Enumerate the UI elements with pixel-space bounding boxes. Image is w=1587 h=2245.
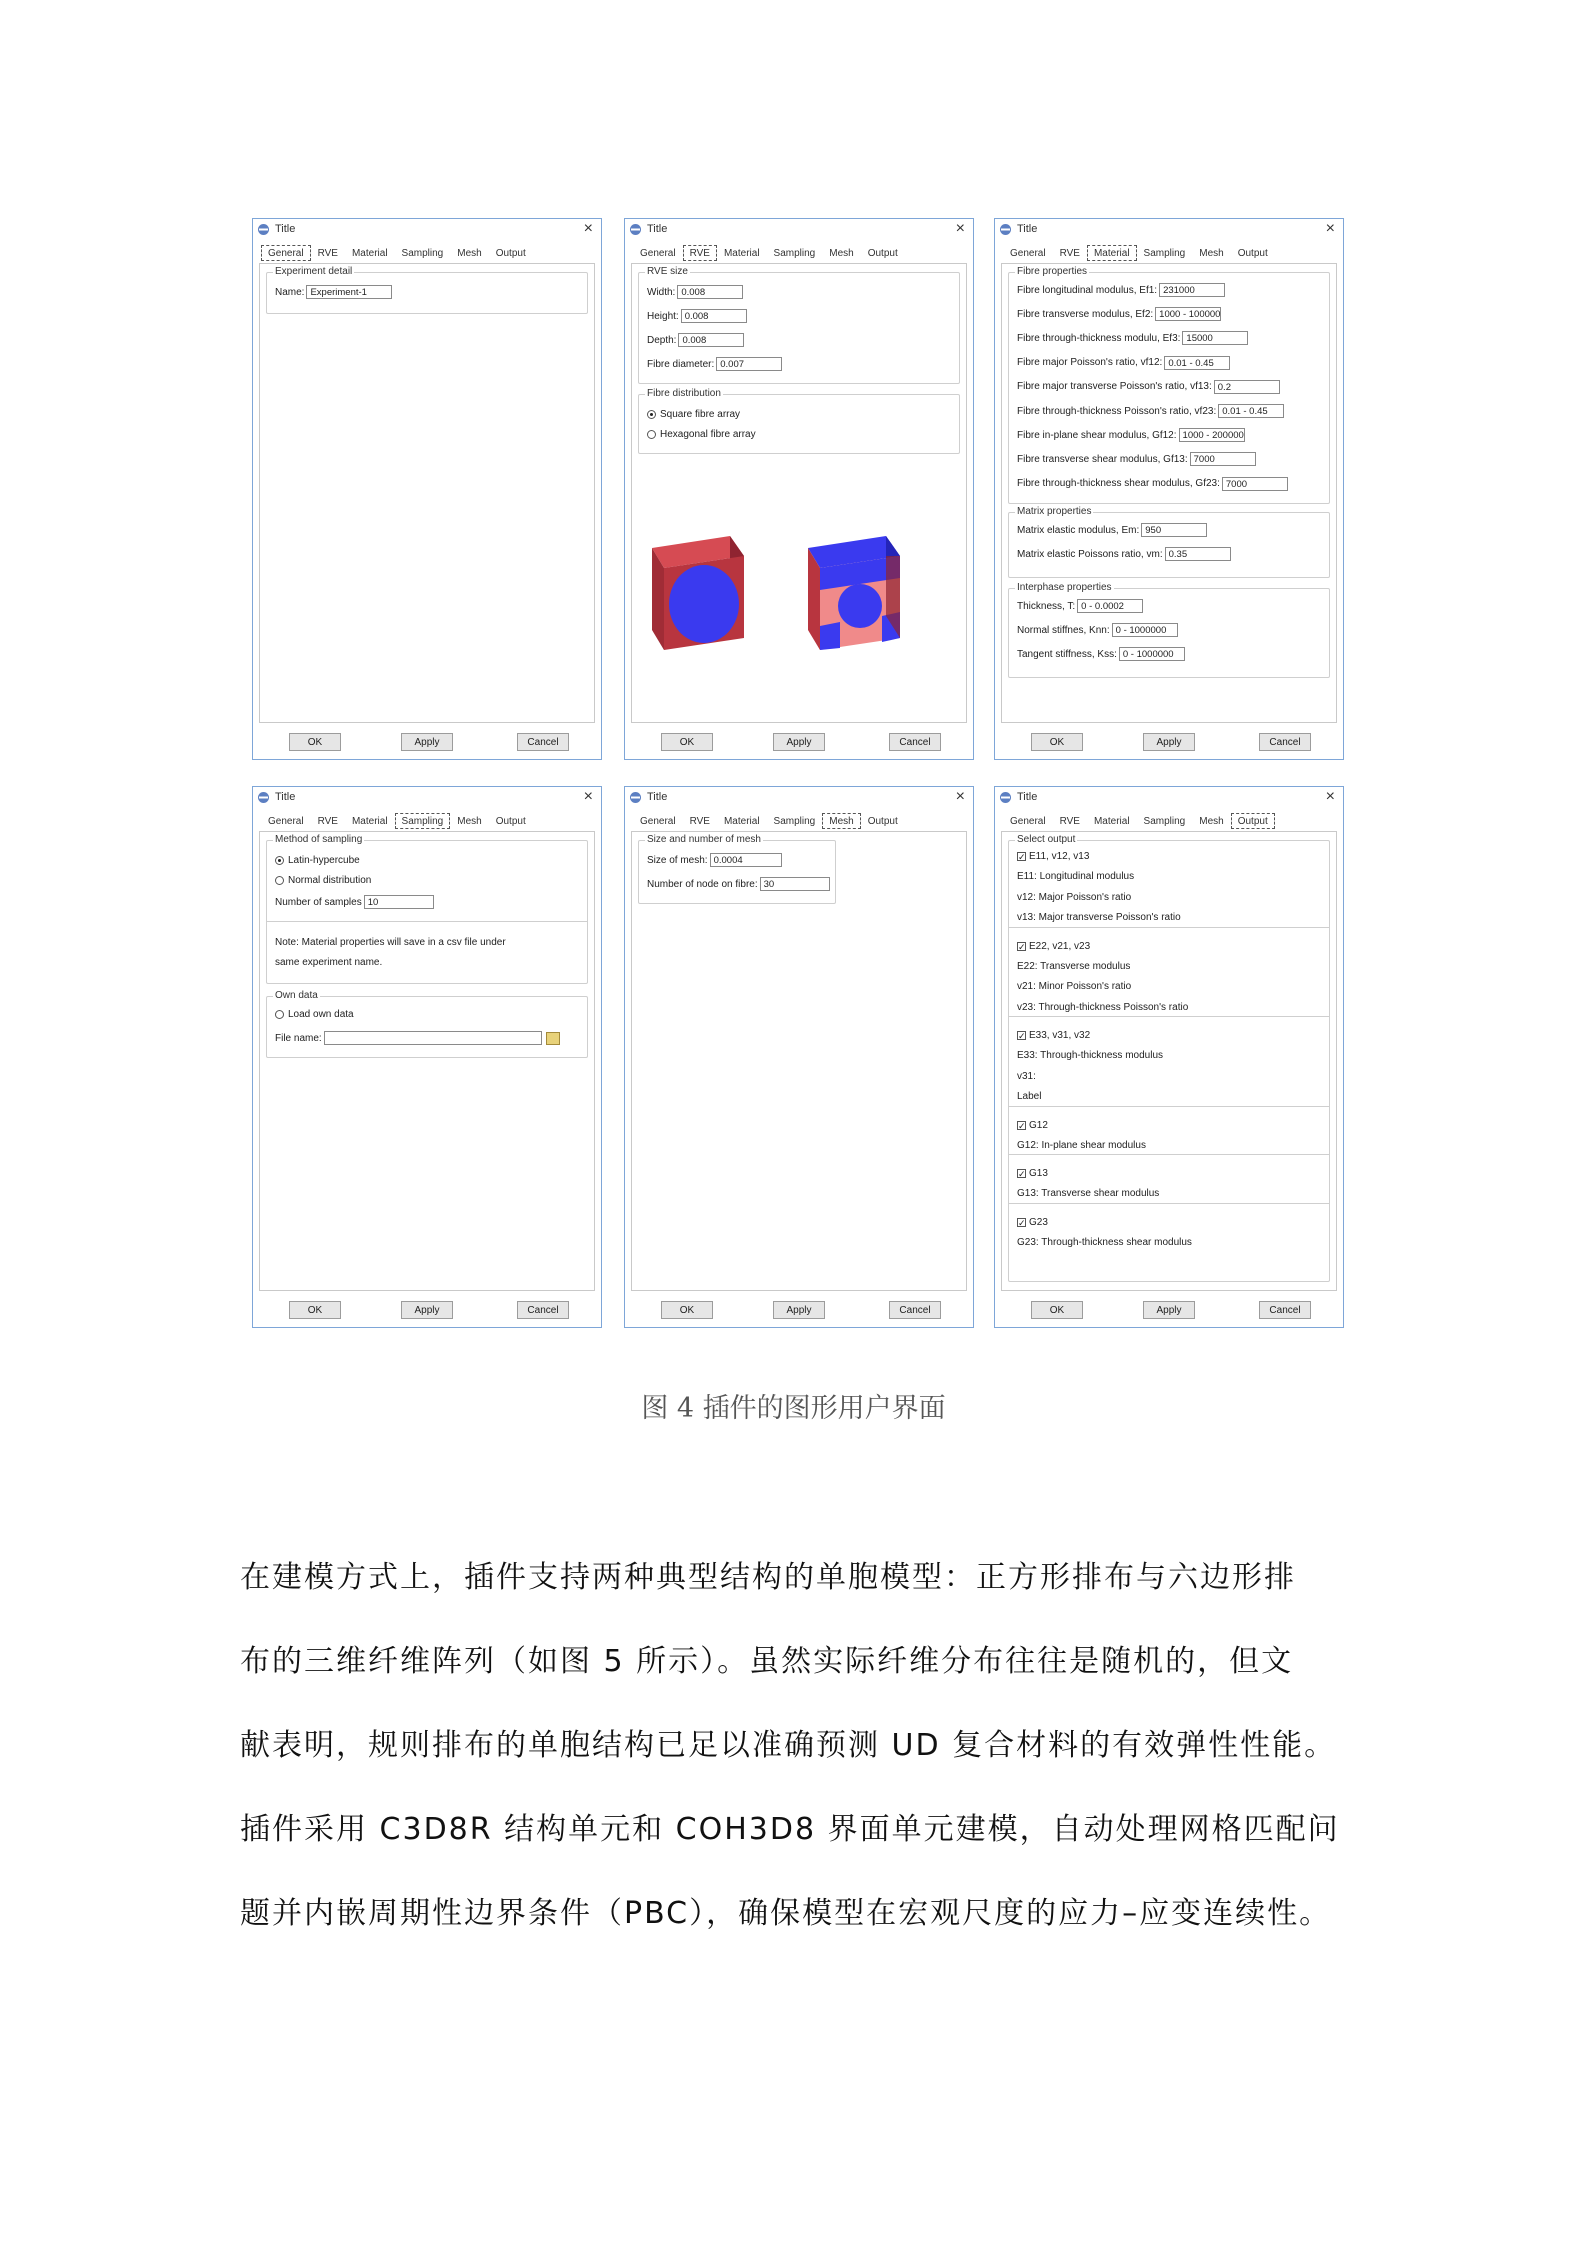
depth-label: Depth: <box>647 334 677 346</box>
property-row <box>1017 623 1178 637</box>
samples-row <box>275 895 434 909</box>
app-icon <box>629 223 642 236</box>
paragraph-line: 在建模方式上，插件支持两种典型结构的单胞模型：正方形排布与六边形排 <box>240 1560 1296 1595</box>
tab-output[interactable]: Output <box>495 816 526 827</box>
body-paragraph <box>240 1536 1360 1956</box>
button-bar <box>625 1301 973 1321</box>
property-field[interactable]: 0 - 1000000 <box>1112 623 1178 637</box>
divider <box>1009 1106 1329 1107</box>
output-description: v12: Major Poisson's ratio <box>1017 891 1132 903</box>
tab-mesh[interactable]: Mesh <box>1199 248 1224 259</box>
property-label: Matrix elastic Poissons ratio, vm: <box>1017 548 1163 560</box>
name-row <box>275 285 392 299</box>
tab-output[interactable]: Output <box>1237 248 1268 259</box>
checkbox-checked-icon[interactable]: ✓ <box>1018 1169 1026 1179</box>
tab-sampling[interactable]: Sampling <box>1143 248 1186 259</box>
depth-field[interactable]: 0.008 <box>678 333 744 347</box>
property-row <box>1017 547 1231 561</box>
property-label: Fibre longitudinal modulus, Ef1: <box>1017 284 1158 296</box>
property-row <box>1017 283 1225 297</box>
group-title: Experiment detail <box>275 266 353 277</box>
property-row <box>1017 647 1185 661</box>
ok-button[interactable]: OK <box>661 1301 713 1319</box>
tab-content <box>1001 263 1337 723</box>
dialog-sampling <box>252 786 602 1328</box>
tab-output[interactable]: Output <box>1231 813 1275 829</box>
paragraph-line: 题并内嵌周期性边界条件（PBC），确保模型在宏观尺度的应力–应变连续性。 <box>240 1896 1332 1931</box>
tab-mesh[interactable]: Mesh <box>822 813 860 829</box>
ok-button[interactable]: OK <box>1031 733 1083 751</box>
tab-material[interactable]: Material <box>351 248 388 259</box>
property-label: Fibre major transverse Poisson's ratio, vf13: <box>1017 381 1212 393</box>
output-description: v21: Minor Poisson's ratio <box>1017 981 1132 992</box>
interphase-properties-group <box>1008 582 1330 678</box>
latin-label: Latin-hypercube <box>288 855 360 866</box>
load-own-label: Load own data <box>288 1009 354 1020</box>
normal-option[interactable] <box>275 875 371 886</box>
property-label: Fibre through-thickness modulu, Ef3: <box>1017 332 1181 344</box>
close-icon[interactable]: × <box>1325 788 1335 805</box>
cancel-button[interactable]: Cancel <box>889 733 941 751</box>
radio-unselected[interactable] <box>275 1010 284 1019</box>
property-row <box>1017 404 1284 418</box>
title-bar <box>253 219 601 241</box>
output-checkbox-row[interactable] <box>1017 941 1090 952</box>
tab-material[interactable]: Material <box>1093 816 1130 827</box>
apply-button[interactable]: Apply <box>773 1301 825 1319</box>
property-label: Fibre through-thickness Poisson's ratio, vf23: <box>1017 405 1217 417</box>
property-field[interactable]: 950 <box>1141 523 1207 537</box>
radio-unselected[interactable] <box>275 876 284 885</box>
tab-bar <box>261 813 533 829</box>
button-bar <box>625 733 973 753</box>
group-title: Select output <box>1017 834 1076 845</box>
mesh-group <box>638 834 836 904</box>
file-row <box>275 1031 560 1045</box>
note-line-1: Note: Material properties will save in a csv file under <box>275 937 506 948</box>
paragraph-line: 献表明，规则排布的单胞结构已足以准确预测 UD 复合材料的有效弹性性能。 <box>240 1728 1337 1763</box>
divider <box>267 921 587 922</box>
checkbox-checked-icon[interactable]: ✓ <box>1018 1120 1026 1131</box>
output-description: G12: In-plane shear modulus <box>1017 1139 1146 1151</box>
name-field[interactable]: Experiment-1 <box>306 285 392 299</box>
button-bar <box>253 1301 601 1321</box>
hexagonal-option[interactable] <box>647 429 756 440</box>
folder-icon[interactable] <box>546 1032 560 1045</box>
tab-material[interactable]: Material <box>723 816 760 827</box>
dialog-material <box>994 218 1344 760</box>
dialog-rve <box>624 218 974 760</box>
title-bar <box>625 787 973 809</box>
tab-rve[interactable]: RVE <box>683 245 717 261</box>
tab-general[interactable]: General <box>640 816 676 827</box>
property-row <box>1017 477 1288 491</box>
file-name-field[interactable] <box>324 1031 542 1045</box>
ok-button[interactable]: OK <box>289 733 341 751</box>
cancel-button[interactable]: Cancel <box>1259 1301 1311 1319</box>
property-row <box>1017 599 1143 613</box>
property-field[interactable]: 0.35 <box>1165 547 1231 561</box>
group-title: Interphase properties <box>1017 582 1112 593</box>
output-checkbox-row[interactable] <box>1017 1168 1048 1179</box>
tab-rve[interactable]: RVE <box>317 816 338 827</box>
property-row <box>1017 331 1248 345</box>
tab-content <box>631 831 967 1291</box>
property-label: Fibre major Poisson's ratio, vf12: <box>1017 357 1163 369</box>
dialog-general <box>252 218 602 760</box>
property-label: Matrix elastic modulus, Em: <box>1017 524 1140 536</box>
tab-mesh[interactable]: Mesh <box>829 248 854 259</box>
property-row <box>1017 307 1221 321</box>
tab-bar <box>633 813 905 829</box>
property-row <box>1017 523 1207 537</box>
group-title: Own data <box>275 990 318 1001</box>
title-bar <box>253 787 601 809</box>
divider <box>1009 1016 1329 1017</box>
paragraph-line: 插件采用 C3D8R 结构单元和 COH3D8 界面单元建模，自动处理网格匹配问 <box>240 1812 1340 1847</box>
file-label: File name: <box>275 1032 322 1044</box>
output-description: Label <box>1017 1091 1042 1102</box>
property-row <box>1017 356 1230 370</box>
latin-option[interactable] <box>275 855 360 866</box>
dialog-title: Title <box>275 791 296 803</box>
tab-rve[interactable]: RVE <box>689 816 710 827</box>
ok-button[interactable]: OK <box>661 733 713 751</box>
dialog-output <box>994 786 1344 1328</box>
title-bar <box>625 219 973 241</box>
tab-general[interactable]: General <box>1010 248 1046 259</box>
samples-label: Number of samples <box>275 896 362 908</box>
tab-bar <box>261 245 533 261</box>
property-field[interactable]: 231000 <box>1159 283 1225 297</box>
tab-mesh[interactable]: Mesh <box>457 248 482 259</box>
radio-selected[interactable] <box>275 856 284 865</box>
close-icon[interactable]: × <box>583 788 593 805</box>
group-title: Fibre distribution <box>647 388 721 399</box>
property-label: Fibre in-plane shear modulus, Gf12: <box>1017 429 1177 441</box>
button-bar <box>253 733 601 753</box>
tab-sampling[interactable]: Sampling <box>1143 816 1186 827</box>
mesh-size-row <box>647 853 782 867</box>
tab-sampling[interactable]: Sampling <box>395 813 451 829</box>
diameter-field[interactable]: 0.007 <box>716 357 782 371</box>
property-label: Thickness, T: <box>1017 600 1076 612</box>
apply-button[interactable]: Apply <box>401 1301 453 1319</box>
cancel-button[interactable]: Cancel <box>889 1301 941 1319</box>
tab-content <box>1001 831 1337 1291</box>
apply-button[interactable]: Apply <box>1143 733 1195 751</box>
tab-general[interactable]: General <box>640 248 676 259</box>
tab-sampling[interactable]: Sampling <box>773 248 816 259</box>
tab-output[interactable]: Output <box>495 248 526 259</box>
hexagonal-array-cube-image <box>800 526 930 654</box>
dialog-mesh <box>624 786 974 1328</box>
app-icon <box>999 791 1012 804</box>
close-icon[interactable]: × <box>955 220 965 237</box>
checkbox-label: G12 <box>1029 1119 1048 1131</box>
cancel-button[interactable]: Cancel <box>517 1301 569 1319</box>
property-label: Normal stiffnes, Knn: <box>1017 624 1110 636</box>
dialog-title: Title <box>647 791 668 803</box>
dialog-title: Title <box>275 223 296 235</box>
experiment-group <box>266 266 588 314</box>
checkbox-label: E22, v21, v23 <box>1029 940 1091 952</box>
property-field[interactable]: 1000 - 100000 <box>1155 307 1221 321</box>
square-array-cube-image <box>644 526 774 654</box>
own-data-group <box>266 990 588 1058</box>
width-label: Width: <box>647 286 676 298</box>
group-title: Matrix properties <box>1017 506 1092 517</box>
tab-content <box>259 263 595 723</box>
fibre-distribution-group <box>638 388 960 454</box>
tab-content <box>259 831 595 1291</box>
property-label: Fibre transverse shear modulus, Gf13: <box>1017 453 1188 465</box>
paragraph-line: 布的三维纤维阵列（如图 5 所示）。虽然实际纤维分布往往是随机的，但文 <box>240 1644 1294 1679</box>
tab-mesh[interactable]: Mesh <box>1199 816 1224 827</box>
fibre-properties-group <box>1008 266 1330 504</box>
mesh-size-label: Size of mesh: <box>647 854 708 866</box>
apply-button[interactable]: Apply <box>401 733 453 751</box>
property-field[interactable]: 0.2 <box>1214 380 1280 394</box>
group-title: Size and number of mesh <box>647 834 761 845</box>
button-bar <box>995 1301 1343 1321</box>
output-description: E33: Through-thickness modulus <box>1017 1050 1164 1061</box>
property-field[interactable]: 0 - 0.0002 <box>1077 599 1143 613</box>
checkbox-label: G13 <box>1029 1168 1048 1179</box>
matrix-properties-group <box>1008 506 1330 578</box>
output-checkbox-row[interactable] <box>1017 851 1089 862</box>
divider <box>1009 1203 1329 1204</box>
checkbox-checked-icon[interactable]: ✓ <box>1018 1217 1026 1228</box>
dialog-title: Title <box>647 223 668 235</box>
property-field[interactable]: 0.01 - 0.45 <box>1164 356 1230 370</box>
divider <box>1009 1154 1329 1155</box>
property-row <box>1017 452 1256 466</box>
rve-size-group <box>638 266 960 384</box>
output-checkbox-row[interactable] <box>1017 1217 1048 1228</box>
tab-sampling[interactable]: Sampling <box>401 248 444 259</box>
tab-bar <box>1003 245 1275 261</box>
property-row <box>1017 428 1245 442</box>
dialog-title: Title <box>1017 223 1038 235</box>
node-label: Number of node on fibre: <box>647 878 758 890</box>
property-label: Fibre through-thickness shear modulus, Gf23: <box>1017 478 1220 490</box>
node-field[interactable]: 30 <box>760 877 830 891</box>
tab-rve[interactable]: RVE <box>317 248 338 259</box>
button-bar <box>995 733 1343 753</box>
height-row <box>647 309 747 323</box>
title-bar <box>995 219 1343 241</box>
checkbox-checked-icon[interactable]: ✓ <box>1018 1031 1026 1041</box>
apply-button[interactable]: Apply <box>773 733 825 751</box>
tab-content <box>631 263 967 723</box>
property-field[interactable]: 7000 <box>1222 477 1288 491</box>
diameter-row <box>647 357 782 371</box>
group-title: Fibre properties <box>1017 266 1088 277</box>
group-title: RVE size <box>647 266 688 277</box>
property-label: Fibre transverse modulus, Ef2: <box>1017 308 1154 320</box>
ok-button[interactable]: OK <box>289 1301 341 1319</box>
property-field[interactable]: 0 - 1000000 <box>1119 647 1185 661</box>
property-label: Tangent stiffness, Kss: <box>1017 648 1117 660</box>
property-field[interactable]: 7000 <box>1190 452 1256 466</box>
radio-unselected[interactable] <box>647 430 656 439</box>
square-label: Square fibre array <box>660 409 741 420</box>
width-field[interactable]: 0.008 <box>677 285 743 299</box>
mesh-size-field[interactable]: 0.0004 <box>710 853 782 867</box>
output-description: E22: Transverse modulus <box>1017 960 1131 972</box>
height-label: Height: <box>647 310 679 322</box>
tab-material[interactable]: Material <box>1087 245 1137 261</box>
app-icon <box>629 791 642 804</box>
checkbox-checked-icon[interactable]: ✓ <box>1018 852 1026 862</box>
cancel-button[interactable]: Cancel <box>1259 733 1311 751</box>
property-field[interactable]: 15000 <box>1182 331 1248 345</box>
apply-button[interactable]: Apply <box>1143 1301 1195 1319</box>
tab-general[interactable]: General <box>1010 816 1046 827</box>
height-field[interactable]: 0.008 <box>681 309 747 323</box>
checkbox-checked-icon[interactable]: ✓ <box>1018 941 1026 952</box>
app-icon <box>257 791 270 804</box>
tab-material[interactable]: Material <box>351 816 388 827</box>
tab-sampling[interactable]: Sampling <box>773 816 816 827</box>
output-checkbox-row[interactable] <box>1017 1030 1090 1041</box>
ok-button[interactable]: OK <box>1031 1301 1083 1319</box>
checkbox-label: E11, v12, v13 <box>1029 851 1090 862</box>
tab-mesh[interactable]: Mesh <box>457 816 482 827</box>
node-row <box>647 877 830 891</box>
samples-field[interactable]: 10 <box>364 895 434 909</box>
output-checkbox-row[interactable] <box>1017 1120 1048 1131</box>
close-icon[interactable]: × <box>955 788 965 805</box>
tab-material[interactable]: Material <box>723 248 760 259</box>
property-field[interactable]: 1000 - 200000 <box>1179 428 1245 442</box>
radio-selected[interactable] <box>647 410 656 419</box>
tab-bar <box>633 245 905 261</box>
load-own-option[interactable] <box>275 1009 354 1020</box>
tab-output[interactable]: Output <box>867 816 898 827</box>
output-description: G13: Transverse shear modulus <box>1017 1188 1160 1199</box>
tab-rve[interactable]: RVE <box>1059 248 1080 259</box>
divider <box>1009 927 1329 928</box>
diameter-label: Fibre diameter: <box>647 358 715 370</box>
app-icon <box>999 223 1012 236</box>
output-description: E11: Longitudinal modulus <box>1017 871 1135 882</box>
property-field[interactable]: 0.01 - 0.45 <box>1218 404 1284 418</box>
depth-row <box>647 333 744 347</box>
tab-general[interactable]: General <box>261 245 311 261</box>
tab-general[interactable]: General <box>268 816 304 827</box>
output-description: v31: <box>1017 1070 1036 1082</box>
dialog-title: Title <box>1017 791 1038 803</box>
checkbox-label: E33, v31, v32 <box>1029 1030 1091 1041</box>
output-description: v13: Major transverse Poisson's ratio <box>1017 912 1181 923</box>
tab-bar <box>1003 813 1275 829</box>
cancel-button[interactable]: Cancel <box>517 733 569 751</box>
hex-label: Hexagonal fibre array <box>660 429 756 440</box>
output-description: v23: Through-thickness Poisson's ratio <box>1017 1001 1189 1013</box>
square-option[interactable] <box>647 409 740 420</box>
close-icon[interactable]: × <box>1325 220 1335 237</box>
close-icon[interactable]: × <box>583 220 593 237</box>
select-output-group <box>1008 834 1330 1282</box>
group-title: Method of sampling <box>275 834 363 845</box>
width-row <box>647 285 743 299</box>
tab-rve[interactable]: RVE <box>1059 816 1080 827</box>
note-line-2: same experiment name. <box>275 957 383 968</box>
name-label: Name: <box>275 286 305 298</box>
sampling-method-group <box>266 834 588 984</box>
figure-caption: 图 4 插件的图形用户界面 <box>641 1393 946 1424</box>
app-icon <box>257 223 270 236</box>
title-bar <box>995 787 1343 809</box>
normal-label: Normal distribution <box>288 875 372 886</box>
checkbox-label: G23 <box>1029 1216 1048 1228</box>
output-description: G23: Through-thickness shear modulus <box>1017 1236 1192 1248</box>
property-row <box>1017 380 1280 394</box>
tab-output[interactable]: Output <box>867 248 898 259</box>
